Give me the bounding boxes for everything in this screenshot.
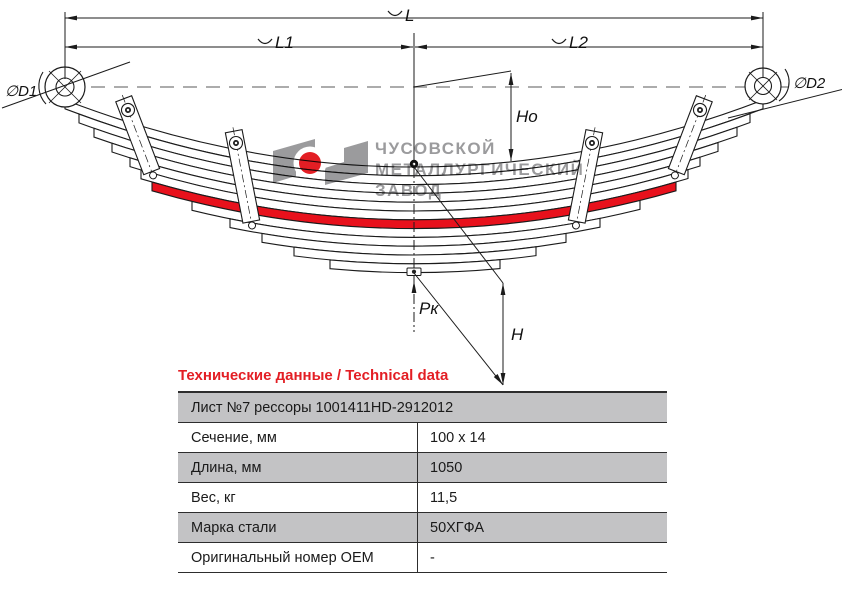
dim-label-H: H — [511, 325, 524, 344]
logo-red-dot — [299, 152, 321, 174]
factory-logo — [272, 136, 584, 201]
table-header-row — [178, 393, 667, 423]
dim-label-D1: ∅D1 — [5, 83, 38, 100]
row-label: Оригинальный номер OEM — [191, 549, 374, 566]
dim-label-D2: ∅D2 — [793, 75, 826, 92]
row-label: Длина, мм — [191, 459, 262, 476]
table-row — [178, 513, 667, 543]
arc-symbol-L — [388, 11, 402, 16]
table-row — [178, 543, 667, 573]
dim-label-L: L — [405, 6, 415, 25]
table-row — [178, 483, 667, 513]
technical-data-section — [178, 367, 667, 573]
dim-label-Pk: Pк — [419, 299, 439, 318]
table-row — [178, 453, 667, 483]
arc-symbol-L1 — [258, 39, 272, 44]
arrowhead — [401, 45, 413, 50]
arrowhead — [65, 16, 77, 21]
row-label: Вес, кг — [191, 489, 236, 506]
row-value: - — [417, 543, 667, 572]
dim-label-L1: L1 — [275, 33, 294, 52]
row-label: Марка стали — [191, 519, 277, 536]
factory-logo-text — [375, 138, 584, 201]
arrowhead — [412, 281, 417, 293]
arrowhead — [751, 16, 763, 21]
dim-label-Ho: Ho — [516, 107, 538, 126]
arrowhead — [509, 73, 514, 85]
row-value: 1050 — [417, 453, 667, 482]
factory-logo-mark — [272, 136, 369, 189]
technical-data-table — [178, 391, 667, 573]
table-row — [178, 423, 667, 453]
technical-data-title: Технические данные / Technical data — [178, 367, 449, 384]
row-value: 50ХГФА — [417, 513, 667, 542]
arrowhead — [415, 45, 427, 50]
arrowhead — [501, 283, 506, 295]
arrowhead — [65, 45, 77, 50]
dim-label-L2: L2 — [569, 33, 588, 52]
arc-symbol-L2 — [552, 39, 566, 44]
row-label: Сечение, мм — [191, 429, 277, 446]
table-header-text: Лист №7 рессоры 1001411HD-2912012 — [191, 399, 454, 416]
row-value: 11,5 — [417, 483, 667, 512]
row-value: 100 x 14 — [417, 423, 667, 452]
logo-line-2: МЕТАЛЛУРГИЧЕСКИЙ — [375, 160, 585, 179]
arrowhead — [751, 45, 763, 50]
logo-line-3: ЗАВОД — [375, 181, 443, 200]
leader-D2 — [728, 88, 842, 118]
logo-line-1: ЧУСОВСКОЙ — [375, 139, 496, 158]
